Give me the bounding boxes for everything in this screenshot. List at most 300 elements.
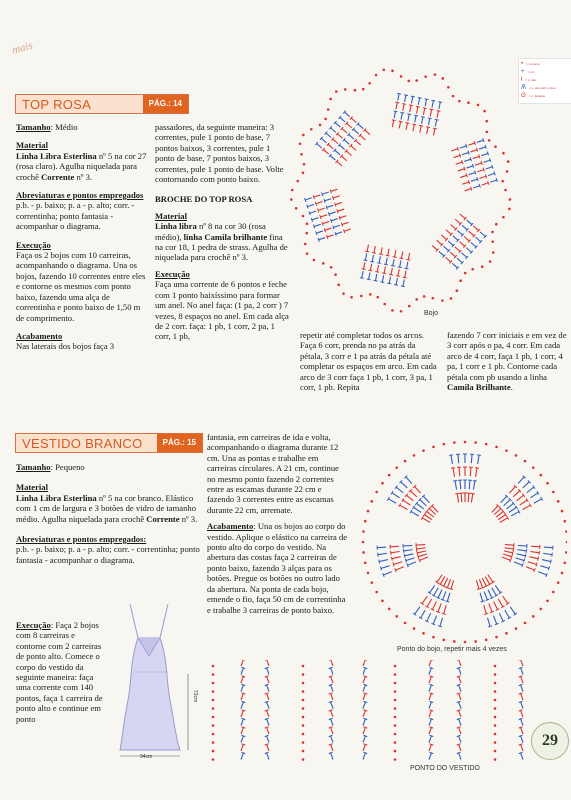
- stitch-mark: [441, 235, 446, 240]
- stitch-mark: [321, 138, 326, 143]
- stitch-mark: [408, 562, 416, 565]
- stitch-mark: [399, 122, 400, 129]
- stitch-mark: [492, 588, 497, 596]
- chain-stitch-mark: [394, 707, 397, 710]
- stitch-mark: [430, 693, 434, 694]
- stitch-mark: [325, 228, 332, 230]
- stitch-mark: [516, 558, 525, 561]
- stitch-mark: [335, 123, 340, 128]
- stitch-mark: [485, 599, 489, 600]
- stitch-mark: [364, 744, 368, 745]
- stitch-mark: [433, 616, 436, 624]
- stitch-mark: [363, 736, 365, 743]
- stitch-mark: [429, 660, 431, 666]
- chain-stitch-mark: [322, 262, 325, 265]
- stitch-mark: [489, 604, 492, 612]
- stitch-mark: [329, 667, 333, 668]
- chain-stitch-mark: [375, 491, 378, 494]
- stitch-mark: [519, 744, 523, 745]
- stitch-mark: [519, 710, 523, 711]
- chain-stitch-mark: [306, 222, 309, 225]
- stitch-mark: [242, 718, 246, 719]
- stitch-mark: [519, 701, 523, 702]
- stitch-mark: [326, 206, 327, 210]
- stitch-mark: [396, 278, 397, 285]
- stitch-mark: [451, 455, 452, 464]
- stitch-mark: [473, 226, 478, 231]
- chain-stitch-mark: [383, 303, 386, 306]
- stitch-mark: [404, 95, 408, 96]
- chain-stitch-mark: [395, 466, 398, 469]
- stitch-mark: [457, 667, 461, 668]
- stitch-mark: [313, 225, 314, 229]
- stitch-mark: [267, 685, 269, 692]
- stitch-mark: [416, 107, 417, 114]
- stitch-mark: [466, 248, 471, 253]
- chain-stitch-mark: [407, 80, 410, 83]
- stitch-mark: [265, 693, 269, 694]
- chain-stitch-mark: [524, 460, 527, 463]
- chain-stitch-mark: [474, 640, 477, 643]
- stitch-mark: [327, 235, 334, 237]
- stitch-mark: [504, 500, 511, 506]
- stitch-mark: [360, 135, 365, 140]
- chain-stitch-mark: [212, 733, 215, 736]
- chain-stitch-mark: [491, 231, 494, 234]
- stitch-mark: [481, 587, 485, 588]
- stitch-mark: [320, 215, 327, 217]
- stitch-mark: [443, 246, 448, 251]
- stitch-mark: [534, 499, 542, 503]
- stitch-mark: [401, 482, 408, 488]
- stitch-mark: [495, 623, 499, 624]
- stitch-mark: [498, 599, 503, 607]
- stitch-mark: [393, 257, 397, 258]
- stitch-mark: [363, 702, 365, 709]
- stitch-mark: [531, 546, 540, 547]
- stitch-mark: [519, 693, 523, 694]
- stitch-mark: [468, 151, 469, 155]
- stitch-mark: [381, 247, 382, 254]
- stitch-mark: [390, 546, 399, 547]
- stitch-mark: [471, 242, 476, 247]
- stitch-mark: [488, 590, 492, 598]
- chain-stitch-mark: [506, 170, 509, 173]
- stitch-mark: [396, 487, 403, 493]
- stitch-mark: [447, 579, 450, 587]
- stitch-mark: [342, 156, 347, 161]
- stitch-mark: [395, 102, 399, 103]
- chain-stitch-mark: [394, 716, 397, 719]
- stitch-mark: [423, 108, 424, 115]
- stitch-mark: [388, 499, 396, 503]
- stitch-mark: [329, 693, 333, 694]
- stitch-mark: [459, 710, 461, 717]
- page-badge: PÁG.: 15: [157, 434, 202, 452]
- stitch-mark: [453, 155, 460, 157]
- stitch-mark: [330, 189, 331, 193]
- stitch-mark: [510, 559, 512, 563]
- chain-stitch-mark: [494, 750, 497, 753]
- chain-stitch-mark: [485, 120, 488, 123]
- chain-stitch-mark: [303, 163, 306, 166]
- stitch-mark: [378, 553, 387, 554]
- stitch-mark: [470, 150, 477, 152]
- stitch-mark: [364, 667, 368, 668]
- stitch-mark: [364, 684, 368, 685]
- chain-stitch-mark: [394, 682, 397, 685]
- chain-stitch-mark: [212, 724, 215, 727]
- section-title: TOP ROSA: [22, 96, 92, 112]
- dimension-side: 73cm: [192, 689, 199, 703]
- stitch-mark: [457, 710, 461, 711]
- stitch-mark: [488, 181, 489, 185]
- stitch-mark: [401, 252, 402, 259]
- chain-stitch-mark: [212, 758, 215, 761]
- stitch-mark: [432, 601, 436, 609]
- stitch-mark: [430, 701, 434, 702]
- chain-stitch-mark: [561, 510, 564, 513]
- stitch-mark: [504, 551, 513, 553]
- chain-stitch-mark: [364, 520, 367, 523]
- stitch-mark: [364, 735, 368, 736]
- dimension-bottom: 94cm: [140, 754, 153, 760]
- stitch-mark: [329, 744, 333, 745]
- stitch-mark: [451, 468, 455, 469]
- stitch-mark: [403, 279, 404, 286]
- stitch-mark: [503, 596, 508, 603]
- stitch-mark: [241, 744, 243, 751]
- stitch-mark: [267, 676, 269, 683]
- chain-stitch-mark: [494, 733, 497, 736]
- stitch-mark: [419, 125, 423, 126]
- stitch-mark: [391, 268, 392, 275]
- chain-stitch-mark: [296, 180, 299, 183]
- chain-stitch-mark: [362, 551, 365, 554]
- stitch-mark: [395, 250, 396, 257]
- stitch-mark: [393, 562, 402, 565]
- stitch-mark: [438, 590, 442, 598]
- stitch-mark: [476, 580, 479, 589]
- stitch-mark: [379, 256, 380, 263]
- chain-stitch-mark: [502, 216, 505, 219]
- stitch-mark: [307, 204, 314, 206]
- chain-stitch-mark: [450, 297, 453, 300]
- chain-stitch-mark: [515, 454, 518, 457]
- stitch-mark: [242, 710, 246, 711]
- stitch-mark: [331, 219, 338, 221]
- stitch-mark: [519, 718, 523, 719]
- stitch-mark: [519, 752, 523, 753]
- stitch-mark: [416, 547, 417, 551]
- chain-stitch-mark: [464, 441, 467, 444]
- stitch-mark: [322, 222, 323, 226]
- stitch-mark: [480, 232, 485, 237]
- stitch-mark: [480, 593, 483, 602]
- stitch-mark: [363, 668, 365, 675]
- stitch-mark: [339, 216, 340, 220]
- stitch-mark: [419, 559, 421, 563]
- chain-stitch-mark: [391, 309, 394, 312]
- stitch-mark: [407, 563, 409, 567]
- stitch-mark: [457, 693, 461, 694]
- stitch-mark: [363, 710, 365, 717]
- stitch-mark: [415, 116, 416, 123]
- chain-stitch-mark: [391, 70, 394, 73]
- stitch-mark: [494, 601, 498, 609]
- stitch-mark: [426, 127, 430, 128]
- stitch-mark: [448, 241, 453, 246]
- stitch-mark: [481, 153, 488, 155]
- chain-stitch-mark: [367, 572, 370, 575]
- stitch-mark: [422, 596, 427, 603]
- stitch-mark: [453, 480, 457, 481]
- stitch-mark: [487, 152, 488, 156]
- chain-stitch-mark: [532, 615, 535, 618]
- stitch-mark: [485, 174, 486, 178]
- stitch-mark: [429, 668, 431, 675]
- chain-stitch-mark: [481, 265, 484, 268]
- stitch-mark: [267, 736, 269, 743]
- stitch-mark: [329, 701, 333, 702]
- chain-stitch-mark: [413, 454, 416, 457]
- stitch-mark: [483, 138, 484, 142]
- stitch-mark: [382, 275, 383, 282]
- stitch-mark: [400, 505, 408, 509]
- stitch-mark: [455, 493, 459, 494]
- stitch-mark: [473, 480, 477, 481]
- chain-stitch-mark: [494, 673, 497, 676]
- chain-stitch-mark: [453, 640, 456, 643]
- stitch-mark: [459, 736, 461, 743]
- stitch-mark: [331, 736, 333, 743]
- stitch-mark: [466, 173, 467, 177]
- chain-stitch-mark: [394, 724, 397, 727]
- stitch-mark: [450, 252, 455, 257]
- stitch-mark: [457, 744, 461, 745]
- stitch-mark: [380, 282, 384, 283]
- stitch-mark: [451, 224, 456, 229]
- stitch-mark: [527, 487, 534, 493]
- stitch-mark: [522, 505, 530, 509]
- stitch-mark: [430, 684, 434, 685]
- chain-stitch-mark: [565, 551, 567, 554]
- stitch-mark: [383, 572, 391, 575]
- stitch-mark: [431, 100, 435, 101]
- chain-stitch-mark: [310, 128, 313, 131]
- stitch-mark: [538, 572, 546, 575]
- stitch-mark: [398, 269, 399, 276]
- stitch-mark: [311, 218, 312, 222]
- chain-stitch-mark: [494, 716, 497, 719]
- stitch-mark: [477, 170, 484, 172]
- stitch-mark: [424, 515, 431, 520]
- stitch-mark: [529, 557, 538, 559]
- stitch-mark: [482, 183, 489, 185]
- stitch-mark: [446, 230, 451, 235]
- stitch-mark: [242, 667, 246, 668]
- stitch-mark: [329, 212, 336, 214]
- chain-stitch-mark: [495, 223, 498, 226]
- stitch-mark: [449, 588, 453, 589]
- stitch-mark: [550, 560, 551, 564]
- stitch-mark: [305, 198, 312, 200]
- chain-stitch-mark: [302, 665, 305, 668]
- chain-stitch-mark: [369, 293, 372, 296]
- stitch-mark: [398, 267, 402, 268]
- stitch-mark: [466, 166, 473, 168]
- chain-stitch-mark: [375, 74, 378, 77]
- stitch-mark: [494, 171, 495, 175]
- stitch-mark: [362, 271, 363, 278]
- stitch-mark: [392, 120, 393, 127]
- stitch-mark: [390, 551, 391, 555]
- section-header-top-rosa: [15, 94, 189, 114]
- stitch-mark: [438, 604, 441, 612]
- stitch-mark: [514, 562, 522, 565]
- stitch-mark: [329, 735, 333, 736]
- stitch-mark: [241, 736, 243, 743]
- stitch-mark: [392, 493, 399, 498]
- stitch-mark: [430, 667, 434, 668]
- stitch-mark: [469, 231, 474, 236]
- chain-stitch-mark: [344, 88, 347, 91]
- stitch-mark: [375, 272, 379, 273]
- chain-stitch-mark: [302, 741, 305, 744]
- stitch-mark: [483, 160, 490, 162]
- stitch-mark: [397, 93, 401, 94]
- stitch-mark: [320, 215, 321, 219]
- stitch-mark: [473, 186, 480, 188]
- stitch-mark: [468, 143, 475, 145]
- stitch-mark: [329, 710, 333, 711]
- stitch-mark: [335, 232, 336, 236]
- chain-stitch-mark: [508, 208, 511, 211]
- chain-stitch-mark: [441, 299, 444, 302]
- stitch-mark: [425, 99, 426, 106]
- stitch-mark: [324, 199, 325, 203]
- chain-stitch-mark: [212, 699, 215, 702]
- chain-stitch-mark: [305, 232, 308, 235]
- stitch-mark: [531, 493, 538, 498]
- stitch-mark: [413, 124, 414, 131]
- section-title: VESTIDO BRANCO: [22, 435, 143, 451]
- stitch-mark: [445, 587, 449, 588]
- stitch-mark: [479, 184, 480, 188]
- top-rosa-column-2: passadores, da seguinte maneira: 3 correntes, pule 1 ponto de base, 7 pontos baixos, 3 correntes, pule 1 ponto de base, 7 pontos baixos, 3 correntes, pule 1 ponto de base. Volte contornando com ponto baixo. BROCHE DO TOP ROSA Material Linha libra nº 8 na cor 30 (rosa médio), linha Camila brilhante fina na cor 18, 1 pedra de strass. Agulha de niquelada para crochê nº 3. Execução Faça uma corrente de 6 pontos e feche com 1 ponto baixíssimo para formar um anel. No anel faça: (1 pa, 2 corr ) 7 vezes, 8 espaços no anel. Em cada alça de 2 corr. faça: 1 pb, 1 corr, 2 pa, 1 corr, 1 pb,: [155, 122, 289, 342]
- chain-stitch-mark: [501, 180, 504, 183]
- chain-stitch-mark: [394, 758, 397, 761]
- stitch-mark: [241, 702, 243, 709]
- stitch-mark: [438, 626, 442, 627]
- stitch-mark: [429, 702, 431, 709]
- stitch-mark: [484, 613, 488, 614]
- stitch-mark: [386, 255, 390, 256]
- stitch-mark: [378, 553, 379, 557]
- chain-stitch-mark: [495, 446, 498, 449]
- stitch-mark: [342, 128, 347, 133]
- stitch-mark: [517, 550, 526, 551]
- stitch-mark: [265, 718, 269, 719]
- chain-stitch-mark: [335, 90, 338, 93]
- chain-stitch-mark: [565, 530, 567, 533]
- stitch-mark: [457, 752, 461, 753]
- stitch-mark: [417, 503, 424, 509]
- chain-stitch-mark: [212, 690, 215, 693]
- stitch-mark: [429, 719, 431, 726]
- chain-stitch-mark: [467, 101, 470, 104]
- stitch-mark: [364, 718, 368, 719]
- stitch-mark: [360, 278, 364, 279]
- stitch-mark: [458, 169, 465, 171]
- stitch-mark: [391, 265, 395, 266]
- chain-stitch-mark: [324, 118, 327, 121]
- stitch-mark: [484, 591, 487, 599]
- chain-stitch-mark: [302, 758, 305, 761]
- stitch-mark: [521, 668, 523, 675]
- stitch-mark: [313, 195, 314, 199]
- stitch-mark: [364, 710, 368, 711]
- stitch-mark: [489, 158, 490, 162]
- stitch-mark: [379, 560, 388, 562]
- stitch-mark: [477, 177, 478, 181]
- stitch-mark: [410, 491, 417, 497]
- stitch-mark: [403, 277, 407, 278]
- vestido-bojo-diagram: [355, 430, 567, 648]
- chain-stitch-mark: [431, 297, 434, 300]
- stitch-mark: [316, 231, 317, 235]
- stitch-mark: [310, 211, 317, 213]
- stitch-mark: [331, 710, 333, 717]
- stitch-mark: [323, 149, 328, 154]
- stitch-mark: [398, 94, 399, 101]
- stitch-mark: [414, 507, 421, 512]
- stitch-mark: [430, 735, 434, 736]
- stitch-mark: [265, 710, 269, 711]
- stitch-mark: [518, 545, 527, 546]
- chain-stitch-mark: [509, 198, 512, 201]
- chain-stitch-mark: [492, 251, 495, 254]
- stitch-mark: [483, 168, 484, 172]
- stitch-mark: [425, 99, 429, 100]
- stitch-mark: [327, 205, 334, 207]
- stitch-mark: [521, 693, 523, 700]
- stitch-mark: [464, 236, 469, 241]
- stitch-mark: [370, 264, 371, 271]
- stitch-mark: [265, 735, 269, 736]
- chain-stitch-mark: [453, 441, 456, 444]
- stitch-mark: [265, 744, 269, 745]
- chain-stitch-mark: [561, 572, 564, 575]
- stitch-mark: [242, 744, 246, 745]
- stitch-mark: [530, 551, 539, 552]
- chain-stitch-mark: [489, 260, 492, 263]
- stitch-mark: [521, 685, 523, 692]
- stitch-mark: [267, 744, 269, 751]
- stitch-mark: [544, 547, 553, 548]
- stitch-mark: [457, 727, 461, 728]
- stitch-mark: [539, 551, 540, 555]
- stitch-mark: [511, 555, 512, 559]
- chain-stitch-mark: [371, 581, 374, 584]
- stitch-mark: [322, 192, 329, 194]
- stitch-mark: [362, 269, 366, 270]
- chain-stitch-mark: [302, 716, 305, 719]
- stitch-mark: [380, 566, 381, 570]
- chain-stitch-mark: [388, 474, 391, 477]
- stitch-mark: [488, 626, 492, 627]
- stitch-mark: [369, 272, 370, 279]
